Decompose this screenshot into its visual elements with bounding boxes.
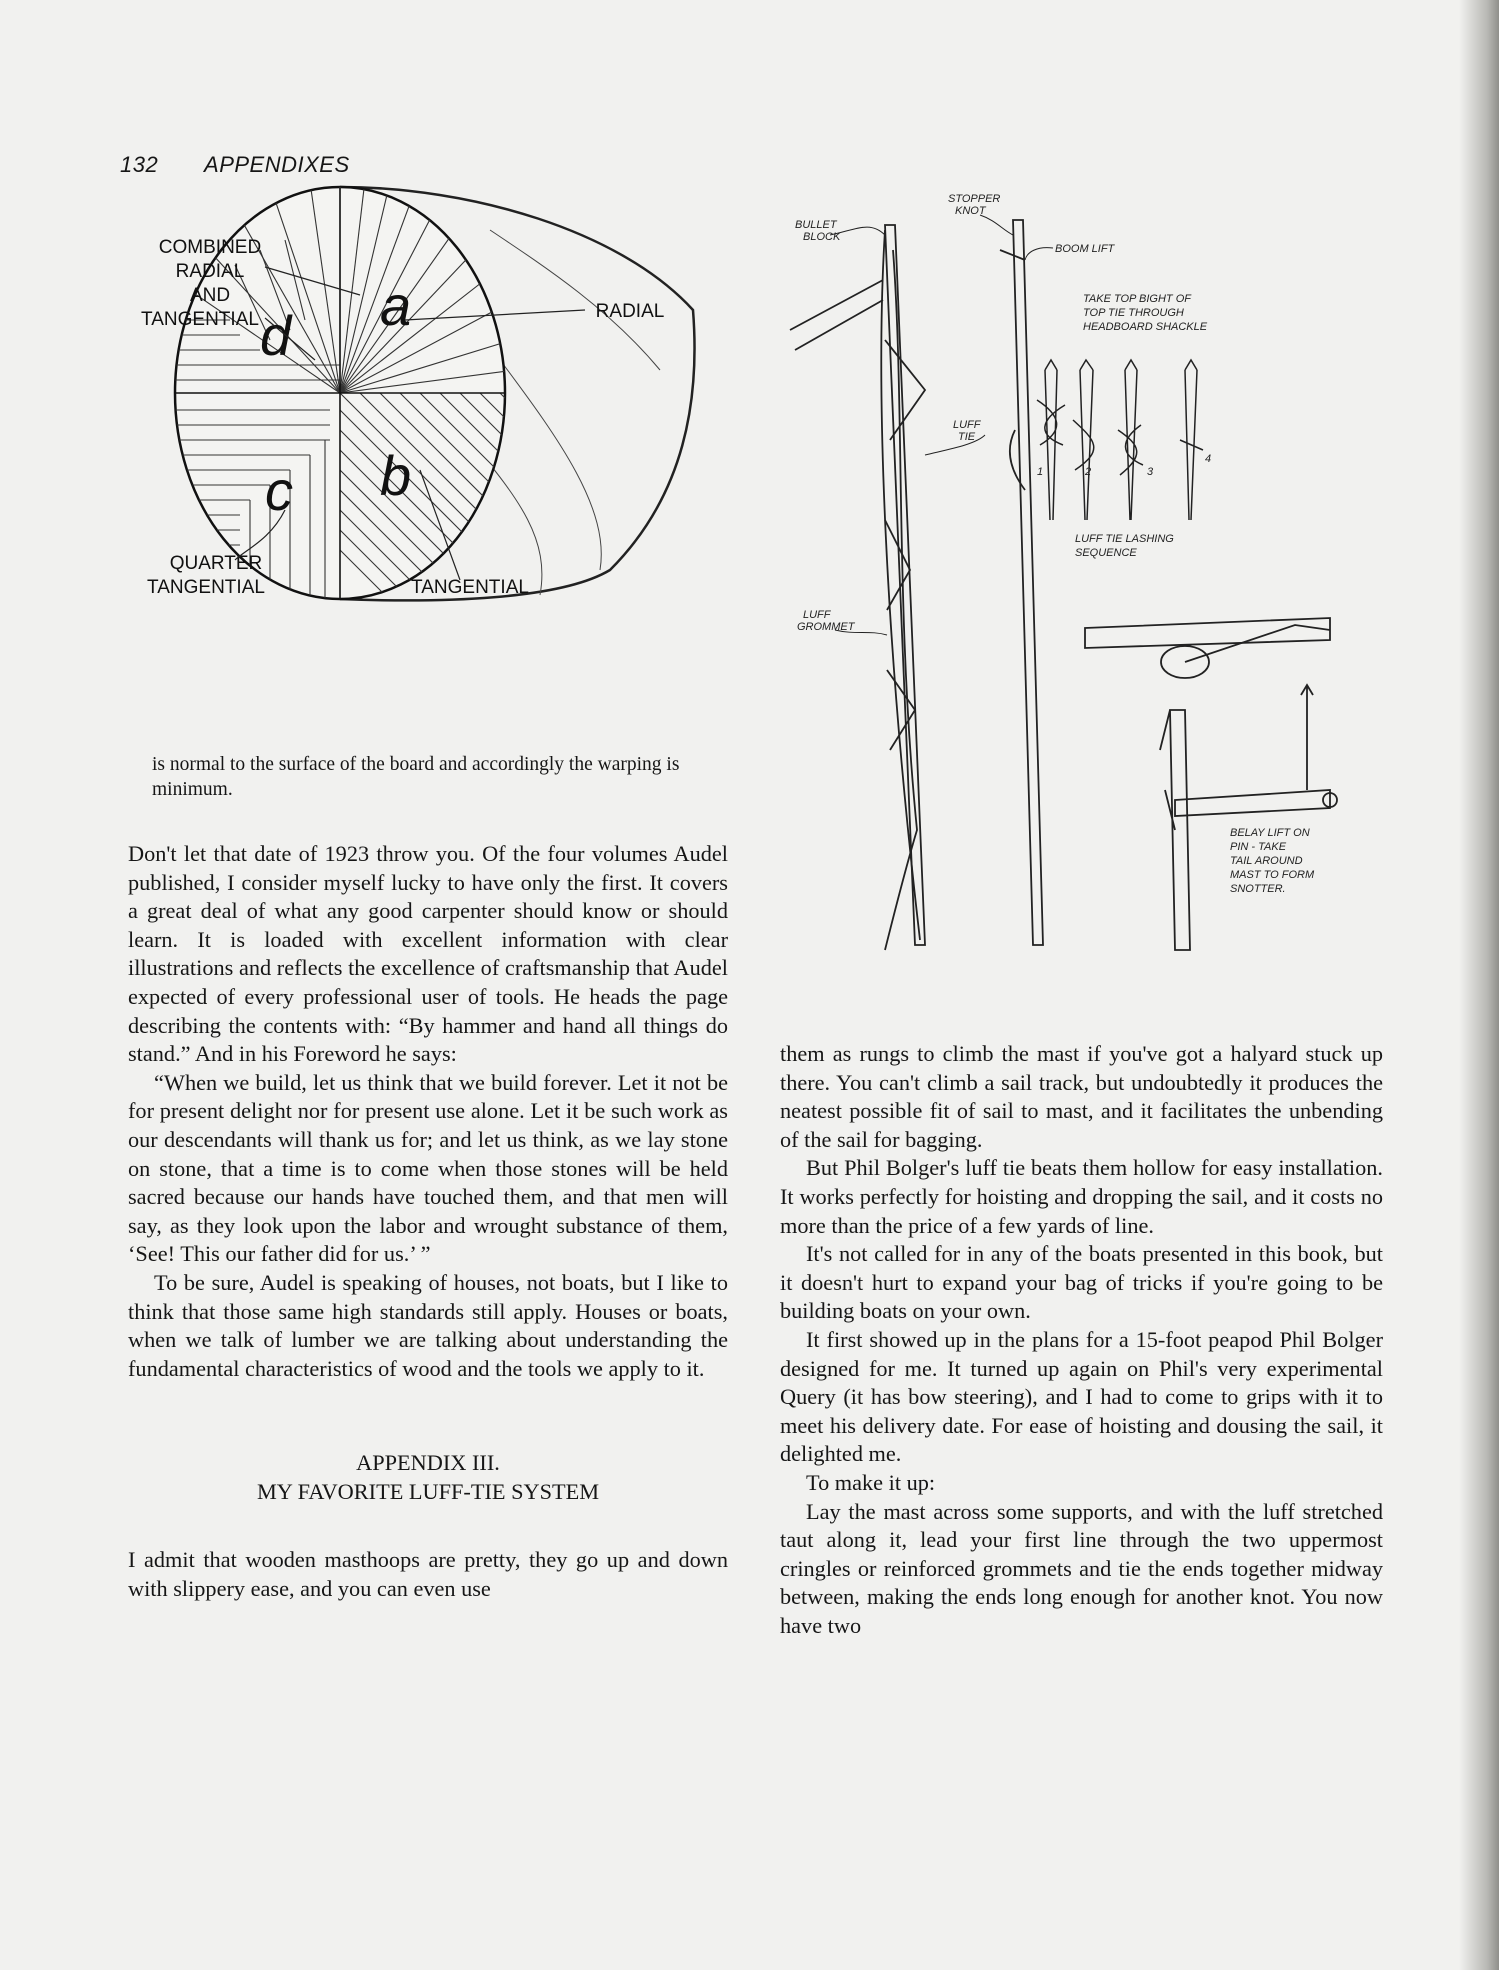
left-paragraph-2: “When we build, let us think that we build forever. Let it not be for present delight nor for present use alone. Let it be such work as our descendants will thank us for; and let us think, as we lay stone on stone, that a time is to come when those stones will be held sacred because our hands have touched them, and that men will say, as they look upon the labor and wrought substance of them, ‘See! This our father did for us.’ ”	[128, 1069, 728, 1267]
label-lashing-2: SEQUENCE	[1075, 547, 1137, 559]
quadrant-letter-b: b	[380, 444, 412, 507]
right-paragraph-2: But Phil Bolger's luff tie beats them hollow for easy installation. It works perfectly for hoisting and dropping the sail, and it costs no more than the price of a few yards of line.	[780, 1155, 1383, 1238]
boom-top	[1085, 618, 1330, 648]
label-belay-4: MAST TO FORM	[1230, 869, 1315, 881]
label-grommet-2: GROMMET	[797, 621, 855, 633]
appendix-number: APPENDIX III.	[356, 1450, 500, 1476]
sail-edge	[790, 280, 883, 350]
left-paragraph-1: Don't let that date of 1923 throw you. Of the four volumes Audel published, I consider myself lucky to have only the first. It covers a great deal of what any good carpenter should know or should learn. It is loaded with excellent information with clear illustrations and reflects the excellence of craftsmanship that Audel expected of every professional user of tools. He heads the page describing the contents with: “By hammer and hand all things do stand.” And in his Foreword he says:	[128, 841, 728, 1067]
label-tangential: TANGENTIAL	[411, 577, 529, 598]
label-take-3: HEADBOARD SHACKLE	[1083, 321, 1208, 333]
step-3: 3	[1147, 466, 1154, 478]
label-belay-1: BELAY LIFT ON	[1230, 827, 1310, 839]
label-belay-2: PIN - TAKE	[1230, 841, 1287, 853]
label-combined-2: RADIAL	[175, 261, 245, 282]
label-lashing-1: LUFF TIE LASHING	[1075, 533, 1174, 545]
quadrant-letter-a: a	[380, 274, 412, 337]
sail-right	[1000, 250, 1025, 490]
lashing-sequence	[1037, 360, 1203, 520]
step-1: 1	[1037, 466, 1044, 478]
belay-arrow	[1301, 685, 1313, 790]
luff-tie-figure	[775, 190, 1365, 950]
label-combined-4: TANGENTIAL	[141, 309, 259, 330]
label-combined-3: AND	[189, 285, 231, 306]
label-stopper-1: STOPPER	[948, 193, 1001, 205]
mast-left	[885, 225, 925, 945]
figure-caption: is normal to the surface of the board and accordingly the warping is minimum.	[152, 754, 680, 800]
belay-boom	[1175, 790, 1330, 816]
label-take-1: TAKE TOP BIGHT OF	[1083, 293, 1191, 305]
right-paragraph-5: To make it up:	[806, 1469, 936, 1495]
label-quarter-1: QUARTER	[169, 553, 263, 574]
mast-right	[1013, 220, 1043, 945]
left-final-paragraph: I admit that wooden masthoops are pretty, they go up and down with slippery ease, and you can even use	[128, 1547, 728, 1602]
quadrant-letter-d: d	[260, 304, 292, 367]
step-2: 2	[1085, 466, 1092, 478]
label-combined-1: COMBINED	[158, 237, 262, 258]
label-belay-5: SNOTTER.	[1230, 883, 1286, 895]
right-paragraph-6: Lay the mast across some supports, and with the luff stretched taut along it, lead your first line through the two uppermost cringles or reinforced grommets and tie the ends together midway between, making the ends long enough for another knot. You now have two	[780, 1498, 1383, 1638]
label-stopper-2: KNOT	[955, 205, 986, 217]
wood-grain-figure	[140, 210, 710, 610]
label-quarter-2: TANGENTIAL	[147, 577, 265, 598]
right-paragraph-4: It first showed up in the plans for a 15-foot peapod Phil Bolger designed for me. It turned up again on Phil's very experimental Query (it has bow steering), and I had to come to grips with it to meet his delivery date. For ease of hoisting and dousing the sail, it delighted me.	[780, 1326, 1383, 1467]
right-paragraph-3: It's not called for in any of the boats presented in this book, but it doesn't hurt to expand your bag of tricks if you're going to be building boats on your own.	[780, 1241, 1383, 1324]
step-4: 4	[1205, 453, 1212, 465]
label-grommet-1: LUFF	[803, 609, 831, 621]
page-edge-shadow	[1459, 0, 1499, 1970]
running-head	[120, 152, 350, 178]
left-paragraph-3: To be sure, Audel is speaking of houses, not boats, but I like to think that those same high standards still apply. Houses or boats, when we talk of lumber we are talking about understanding the fundamental characteristics of wood and the tools we apply to it.	[128, 1269, 728, 1381]
page-number: 132	[120, 152, 159, 177]
label-radial: RADIAL	[595, 301, 665, 322]
label-luff-tie-1: LUFF	[953, 419, 981, 431]
section-title: APPENDIXES	[204, 152, 350, 177]
quadrant-letter-c: c	[265, 459, 293, 522]
label-take-2: TOP TIE THROUGH	[1083, 307, 1184, 319]
appendix-title: MY FAVORITE LUFF-TIE SYSTEM	[256, 1478, 600, 1504]
right-column	[780, 1040, 1383, 1640]
belay-mast	[1160, 710, 1190, 950]
label-bullet-block-2: BLOCK	[803, 231, 841, 243]
label-belay-3: TAIL AROUND	[1230, 855, 1303, 867]
label-boom-lift: BOOM LIFT	[1055, 243, 1115, 255]
right-paragraph-1: them as rungs to climb the mast if you've got a halyard stuck up there. You can't climb a sail track, but undoubtedly it produces the neatest possible fit of sail to mast, and it facilitates the unbending of the sail for bagging.	[780, 1041, 1383, 1152]
left-column	[128, 840, 728, 1604]
label-luff-tie-2: TIE	[958, 431, 976, 443]
label-bullet-block-1: BULLET	[795, 219, 837, 231]
